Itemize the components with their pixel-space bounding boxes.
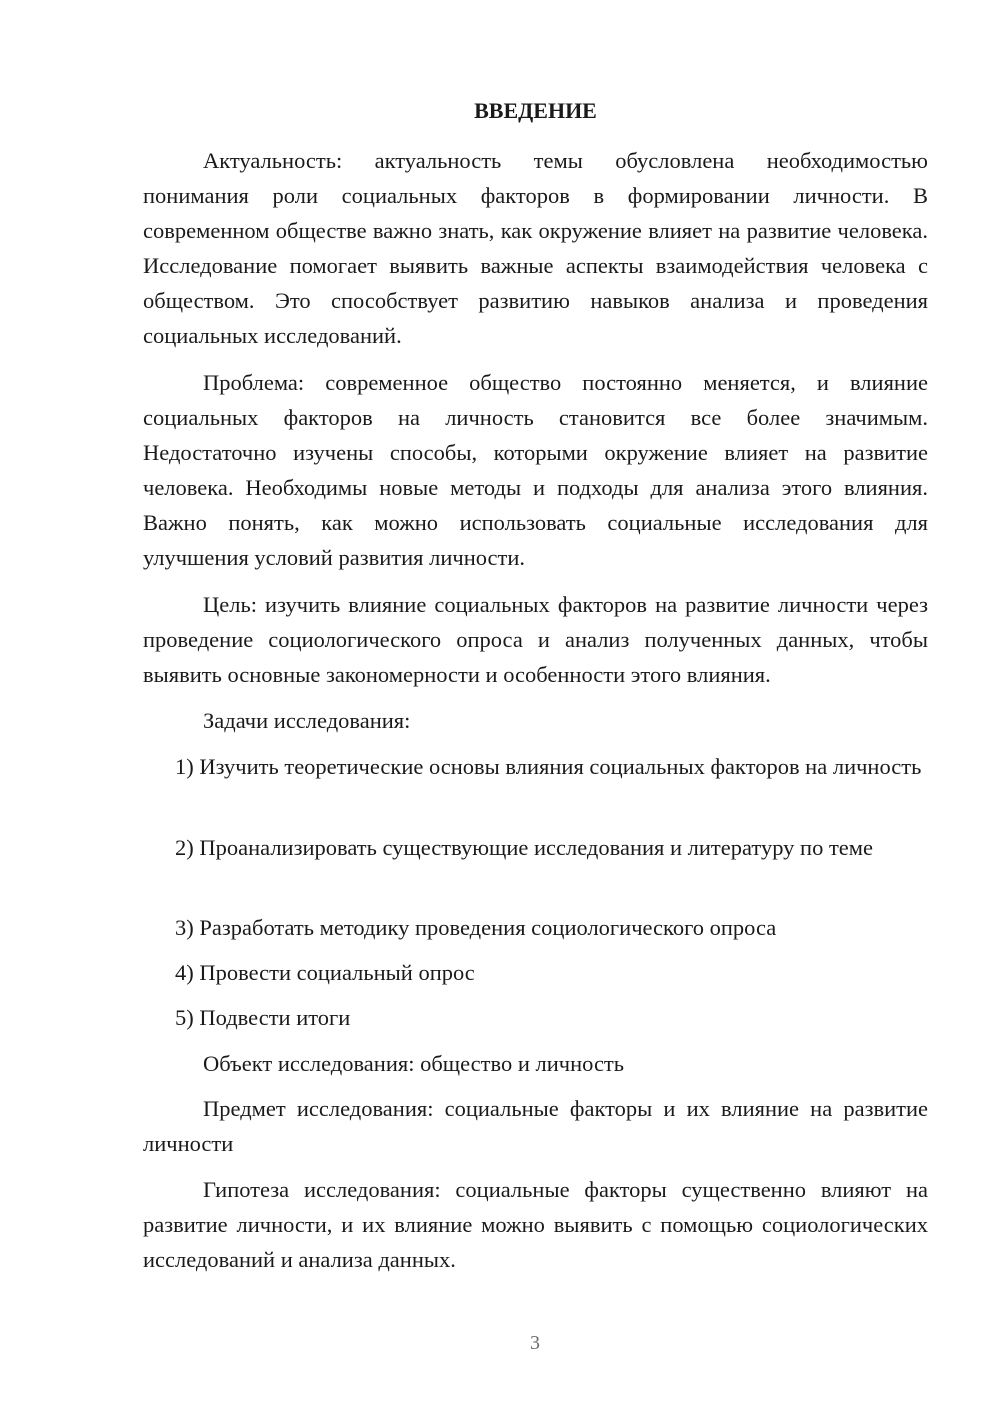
page-title: ВВЕДЕНИЕ <box>474 98 597 123</box>
task-item-2: 2) Проанализировать существующие исследования и литературу по теме <box>175 835 873 860</box>
tasks-heading: Задачи исследования: <box>203 708 411 733</box>
task-item-5: 5) Подвести итоги <box>175 1005 351 1030</box>
paragraph-problem: Проблема: современное общество постоянно меняется, и влияние социальных факторов на личность становится все более значимым. Недостаточно изучены способы, которыми окружение влияет на развитие человека. Необходимы новые методы и подходы для анализа этого влияния. Важно понять, как можно использовать социальные исследования для улучшения условий развития личности. <box>143 370 928 570</box>
task-item-3: 3) Разработать методику проведения социологического опроса <box>175 915 777 940</box>
paragraph-object: Объект исследования: общество и личность <box>203 1051 625 1076</box>
task-item-4: 4) Провести социальный опрос <box>175 960 475 985</box>
paragraph-relevance: Актуальность: актуальность темы обусловлена необходимостью понимания роли социальных факторов в формировании личности. В современном обществе важно знать, как окружение влияет на развитие человека. Исследование помогает выявить важные аспекты взаимодействия человека с обществом. Это способствует развитию навыков анализа и проведения социальных исследований. <box>143 148 928 348</box>
paragraph-hypothesis: Гипотеза исследования: социальные факторы существенно влияют на развитие личности, и их влияние можно выявить с помощью социологических исследований и анализа данных. <box>143 1177 928 1272</box>
paragraph-goal: Цель: изучить влияние социальных факторов на развитие личности через проведение социологического опроса и анализ полученных данных, чтобы выявить основные закономерности и особенности этого влияния. <box>143 592 928 687</box>
task-item-1: 1) Изучить теоретические основы влияния социальных факторов на личность <box>175 754 922 779</box>
paragraph-subject: Предмет исследования: социальные факторы и их влияние на развитие личности <box>143 1096 928 1156</box>
page-number: 3 <box>530 1332 540 1354</box>
